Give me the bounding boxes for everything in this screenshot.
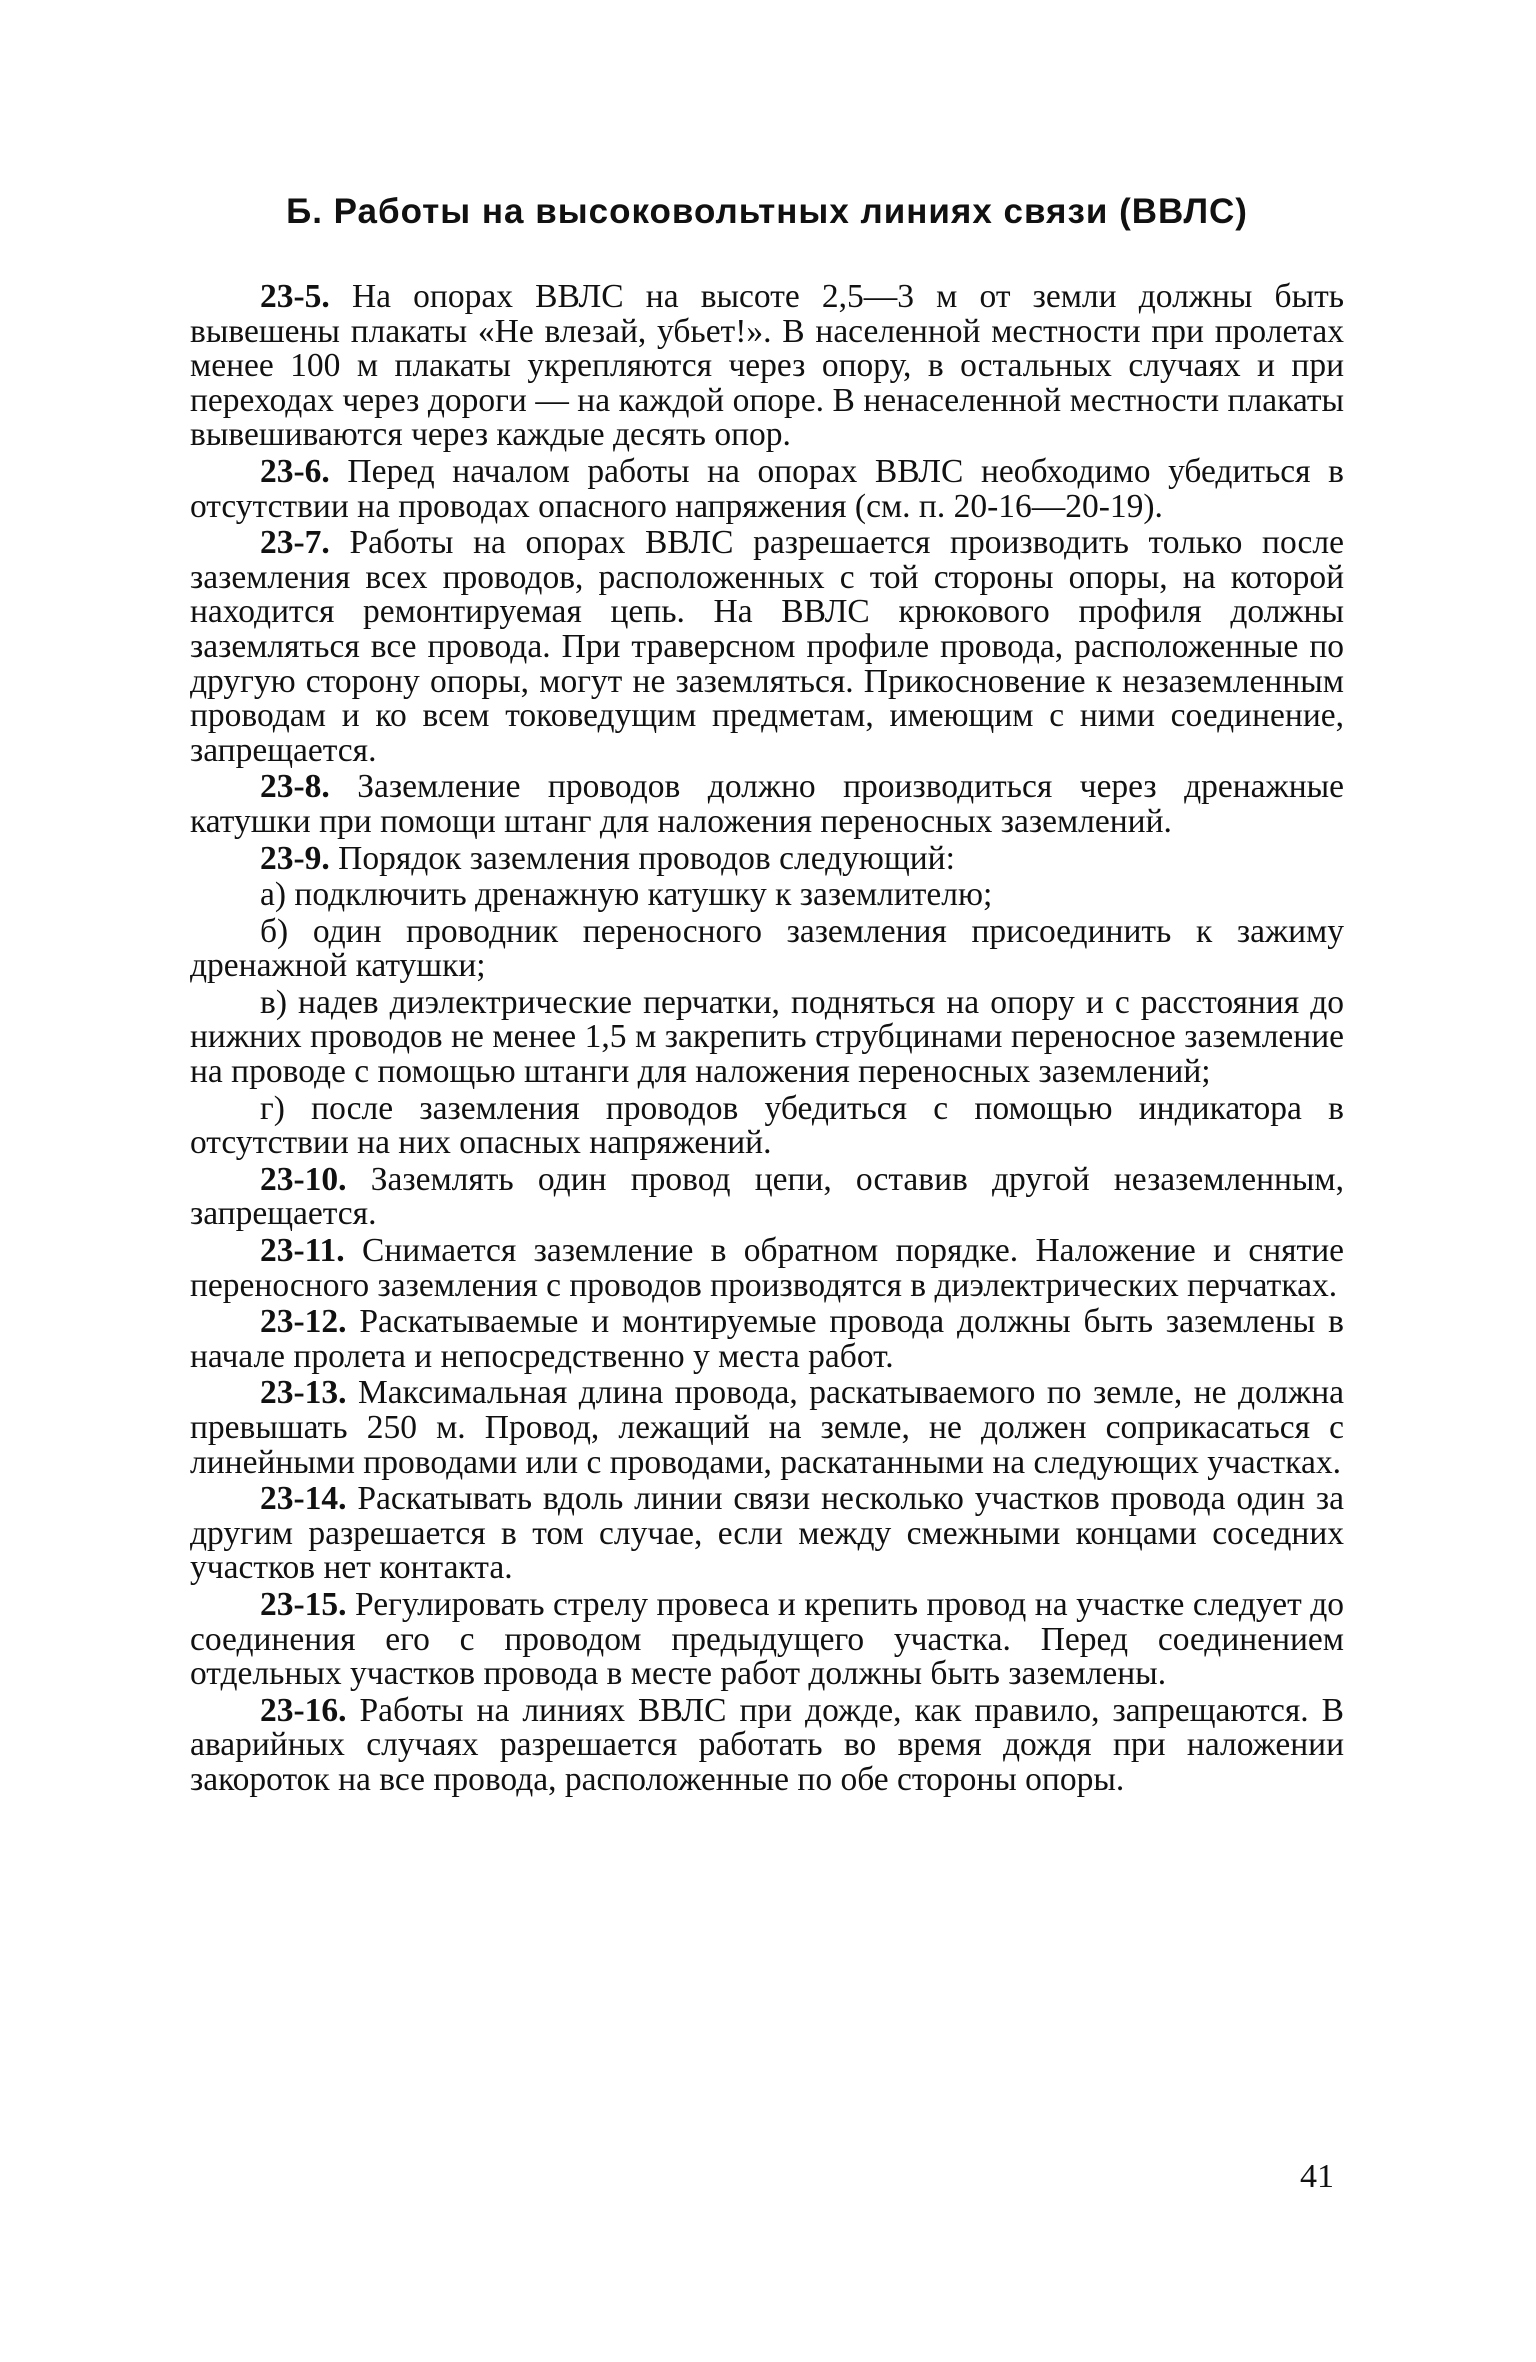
paragraph-number: 23-6. (260, 452, 330, 490)
paragraph-23-16 (190, 1691, 1345, 1798)
paragraph-number: 23-16. (260, 1691, 347, 1729)
paragraph-number: 23-9. (260, 839, 330, 877)
paragraph-text: Работы на линиях ВВЛС при дожде, как правило, запрещаются. В аварийных случаях разрешается работать во время дождя при наложении закороток на все провода, расположенные по обе стороны опоры. (190, 1691, 1345, 1798)
paragraph-23-9 (190, 839, 1344, 877)
paragraph-23-10 (190, 1160, 1345, 1233)
paragraph-text: Заземлять один провод цепи, оставив другой незаземленным, запрещается. (190, 1160, 1345, 1233)
paragraph-23-12 (190, 1305, 1344, 1374)
paragraph-text: Работы на опорах ВВЛС разрешается производить только после заземления всех проводов, расположенных с той стороны опоры, на которой находится ремонтируемая цепь. На ВВЛС крюкового профиля должны заземляться все провода. При траверсном профиле провода, расположенные по другую сторону опоры, могут не заземляться. Прикосновение к незаземленным проводам и ко всем токоведущим предметам, имеющим с ними соединение, запрещается. (190, 524, 1344, 769)
paragraph-23-6 (190, 452, 1344, 525)
paragraph-23-7 (190, 526, 1344, 768)
subitem-b: б) один проводник переносного заземления присоединить к зажиму дренажной катушки; (190, 912, 1344, 985)
paragraph-number: 23-12. (260, 1303, 347, 1341)
paragraph-text: Регулировать стрелу провеса и крепить провод на участке следует до соединения его с проводом предыдущего участка. Перед соединением отдельных участков провода в месте работ должны быть заземлены. (190, 1585, 1344, 1693)
paragraph-23-15 (190, 1585, 1344, 1693)
paragraph-text: Порядок заземления проводов следующий: (338, 839, 955, 877)
paragraph-text: Раскатывать вдоль линии связи несколько участков провода один за другим разрешается в том случае, если между смежными концами соседних участков нет контакта. (190, 1480, 1344, 1587)
paragraph-text: Снимается заземление в обратном порядке. Наложение и снятие переносного заземления с проводов производятся в диэлектрических перчатках. (190, 1232, 1344, 1304)
paragraph-number: 23-7. (260, 524, 330, 562)
paragraph-23-13 (190, 1376, 1344, 1480)
paragraph-number: 23-15. (260, 1585, 347, 1623)
paragraph-text: Максимальная длина провода, раскатываемого по земле, не должна превышать 250 м. Провод, лежащий на земле, не должен соприкасаться с линейными проводами или с проводами, раскатанными на следующих участках. (190, 1374, 1345, 1481)
paragraph-number: 23-11. (260, 1232, 345, 1270)
paragraph-number: 23-5. (260, 278, 330, 315)
section-title: Б. Работы на высоковольтных линиях связи (ВВЛС) (286, 192, 1248, 231)
paragraph-23-5 (190, 280, 1344, 453)
paragraph-text: Перед началом работы на опорах ВВЛС необходимо убедиться в отсутствии на проводах опасного напряжения (см. п. 20-16—20-19). (190, 452, 1344, 525)
paragraph-number: 23-14. (260, 1480, 347, 1518)
subitem-a: а) подключить дренажную катушку к заземлителю; (260, 876, 993, 914)
paragraph-number: 23-8. (260, 768, 330, 806)
paragraph-text: Раскатываемые и монтируемые провода должны быть заземлены в начале пролета и непосредственно у места работ. (190, 1303, 1344, 1375)
paragraph-number: 23-13. (260, 1374, 347, 1412)
subitem-v: в) надев диэлектрические перчатки, подняться на опору и с расстояния до нижних проводов не менее 1,5 м закрепить струбцинами переносное заземление на проводе с помощью штанги для наложения переносных заземлений; (190, 983, 1344, 1091)
paragraph-number: 23-10. (260, 1160, 347, 1198)
paragraph-23-14 (190, 1482, 1344, 1586)
paragraph-23-11 (190, 1234, 1344, 1303)
paragraph-text: Заземление проводов должно производиться через дренажные катушки при помощи штанг для наложения переносных заземлений. (190, 768, 1344, 840)
subitem-g: г) после заземления проводов убедиться с помощью индикатора в отсутствии на них опасных напряжений. (190, 1089, 1344, 1162)
paragraph-23-8 (190, 770, 1344, 839)
page-number: 41 (1300, 2158, 1334, 2195)
document-page (190, 186, 1344, 1800)
paragraph-text: На опорах ВВЛС на высоте 2,5—3 м от земли должны быть вывешены плакаты «Не влезай, убьет!». В населенной местности при пролетах менее 100 м плакаты укрепляются через опору, в остальных случаях и при переходах через дороги — на каждой опоре. В ненаселенной местности плакаты вывешиваются через каждые десять опор. (190, 278, 1345, 454)
